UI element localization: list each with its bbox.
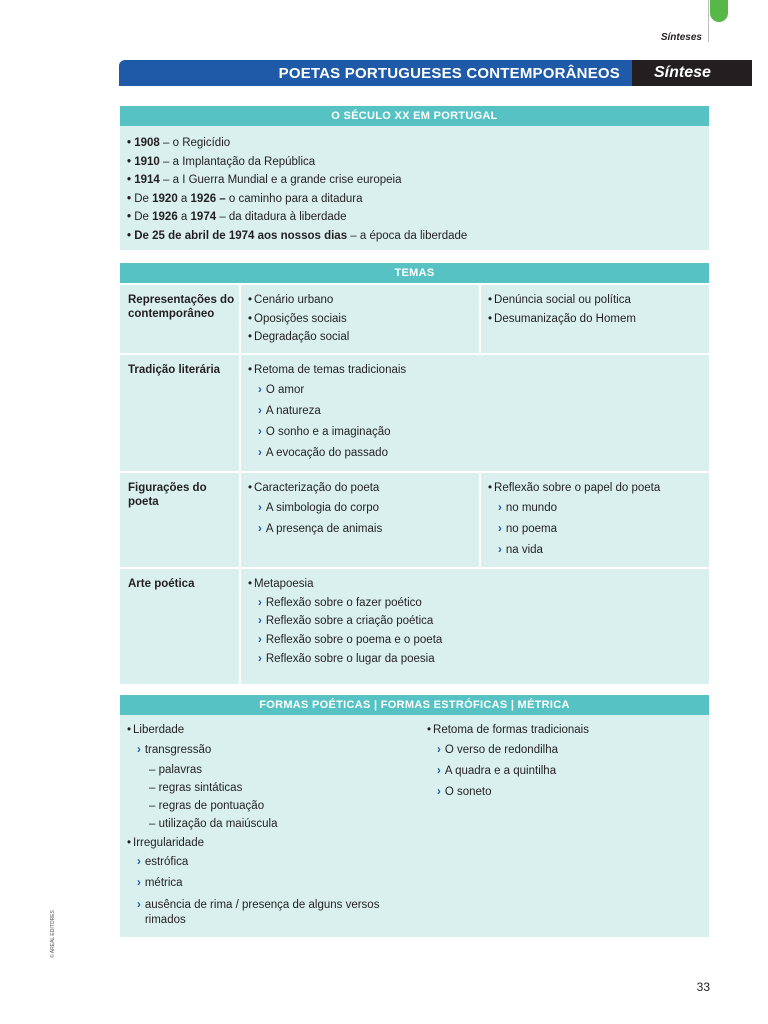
list-item: • Degradação social bbox=[248, 328, 479, 347]
sub-item: › A evocação do passado bbox=[258, 446, 388, 459]
list-item: • Oposições sociais bbox=[248, 310, 479, 329]
row-label: Representações do contemporâneo bbox=[128, 294, 235, 320]
divider bbox=[708, 0, 709, 42]
chevron-right-icon: › bbox=[258, 522, 262, 535]
formas-col-left bbox=[127, 721, 427, 928]
row-label: Arte poética bbox=[128, 578, 195, 590]
chevron-right-icon: › bbox=[137, 899, 141, 912]
row-col bbox=[239, 473, 479, 567]
sub-item: › na vida bbox=[498, 543, 543, 556]
chevron-right-icon: › bbox=[258, 501, 262, 514]
chevron-right-icon: › bbox=[258, 425, 262, 438]
chevron-right-icon: › bbox=[437, 764, 441, 777]
chevron-right-icon: › bbox=[258, 383, 262, 396]
chevron-right-icon: › bbox=[437, 785, 441, 798]
sub-item: › métrica bbox=[137, 877, 183, 890]
page-number: 33 bbox=[696, 980, 710, 994]
timeline-box bbox=[120, 106, 709, 250]
chevron-right-icon: › bbox=[137, 856, 141, 869]
timeline-item: • De 25 de abril de 1974 aos nossos dias – a época da liberdade bbox=[127, 227, 709, 246]
temas-row-arte bbox=[120, 567, 709, 686]
sub-item: › Reflexão sobre o lugar da poesia bbox=[258, 653, 435, 665]
section-label: Sínteses bbox=[660, 32, 702, 43]
list-item: • Liberdade bbox=[127, 721, 427, 740]
sub-item: › O soneto bbox=[437, 785, 492, 798]
list-item: • Denúncia social ou política bbox=[488, 291, 709, 310]
row-col bbox=[239, 285, 479, 353]
chevron-right-icon: › bbox=[498, 501, 502, 514]
row-col bbox=[479, 473, 709, 567]
sub-item: › O sonho e a imaginação bbox=[258, 425, 391, 438]
chevron-right-icon: › bbox=[498, 543, 502, 556]
list-item: • Retoma de formas tradicionais bbox=[427, 721, 589, 740]
timeline-item: • 1914 – a I Guerra Mundial e a grande crise europeia bbox=[127, 171, 709, 190]
chevron-right-icon: › bbox=[437, 743, 441, 756]
sub-item: › Reflexão sobre a criação poética bbox=[258, 615, 434, 627]
sub-item: › ausência de rima / presença de alguns versos rimados bbox=[137, 899, 380, 927]
sub-item: › no poema bbox=[498, 522, 557, 535]
list-item: • Desumanização do Homem bbox=[488, 310, 709, 329]
chevron-right-icon: › bbox=[258, 404, 262, 417]
row-label: Figurações do poeta bbox=[128, 482, 207, 508]
title-bar bbox=[119, 60, 752, 86]
chevron-right-icon: › bbox=[258, 446, 262, 459]
timeline-heading: O SÉCULO XX EM PORTUGAL bbox=[120, 106, 709, 126]
synthesis-badge: Síntese bbox=[632, 60, 752, 86]
sub-item: › O amor bbox=[258, 383, 305, 396]
chevron-right-icon: › bbox=[137, 743, 141, 756]
sub-item: › A quadra e a quintilha bbox=[437, 764, 557, 777]
dash-item: – utilização da maiúscula bbox=[149, 818, 278, 831]
sub-item: › Reflexão sobre o fazer poético bbox=[258, 596, 422, 609]
chevron-right-icon: › bbox=[258, 633, 262, 646]
publisher-credit: © AREAL EDITORES bbox=[50, 910, 56, 958]
formas-box bbox=[120, 695, 709, 937]
list-item: • Cenário urbano bbox=[248, 291, 479, 310]
timeline-list bbox=[120, 126, 709, 246]
list-item: • Caracterização do poeta bbox=[248, 479, 479, 498]
row-col bbox=[479, 285, 709, 353]
timeline-item: • 1908 – o Regicídio bbox=[127, 134, 709, 153]
timeline-item: • De 1926 a 1974 – da ditadura à liberdade bbox=[127, 208, 709, 227]
row-col bbox=[239, 355, 709, 471]
temas-row-tradicao bbox=[120, 353, 709, 471]
list-item: • Irregularidade bbox=[127, 834, 427, 853]
list-item: • Reflexão sobre o papel do poeta bbox=[488, 479, 709, 498]
row-col bbox=[239, 569, 709, 686]
chevron-right-icon: › bbox=[137, 877, 141, 890]
formas-columns bbox=[120, 715, 709, 928]
timeline-item: • 1910 – a Implantação da República bbox=[127, 153, 709, 172]
temas-heading: TEMAS bbox=[120, 263, 709, 283]
dash-item: – palavras bbox=[149, 763, 203, 776]
formas-col-right bbox=[427, 721, 589, 928]
list-item: • Retoma de temas tradicionais bbox=[248, 361, 709, 380]
sub-item: › Reflexão sobre o poema e o poeta bbox=[258, 633, 443, 646]
sub-item: › transgressão bbox=[137, 743, 212, 756]
sub-item: › A presença de animais bbox=[258, 522, 383, 535]
temas-row-representacoes bbox=[120, 283, 709, 353]
sub-item: › A simbologia do corpo bbox=[258, 501, 379, 514]
page-title: POETAS PORTUGUESES CONTEMPORÂNEOS bbox=[119, 60, 632, 86]
sub-item: › estrófica bbox=[137, 856, 189, 869]
chevron-right-icon: › bbox=[258, 596, 262, 609]
sub-item: › O verso de redondilha bbox=[437, 743, 558, 756]
temas-row-figuracoes bbox=[120, 471, 709, 567]
sub-item: › no mundo bbox=[498, 501, 557, 514]
list-item: • Metapoesia bbox=[248, 575, 709, 594]
sub-item: › A natureza bbox=[258, 404, 321, 417]
dash-item: – regras de pontuação bbox=[149, 800, 265, 813]
formas-heading: FORMAS POÉTICAS | FORMAS ESTRÓFICAS | MÉTRICA bbox=[120, 695, 709, 715]
row-label: Tradição literária bbox=[128, 364, 221, 376]
temas-box bbox=[120, 263, 709, 684]
chapter-tab bbox=[710, 0, 728, 22]
dash-item: – regras sintáticas bbox=[149, 781, 243, 794]
timeline-item: • De 1920 a 1926 – o caminho para a ditadura bbox=[127, 190, 709, 209]
chevron-right-icon: › bbox=[498, 522, 502, 535]
chevron-right-icon: › bbox=[258, 653, 262, 665]
chevron-right-icon: › bbox=[258, 615, 262, 627]
